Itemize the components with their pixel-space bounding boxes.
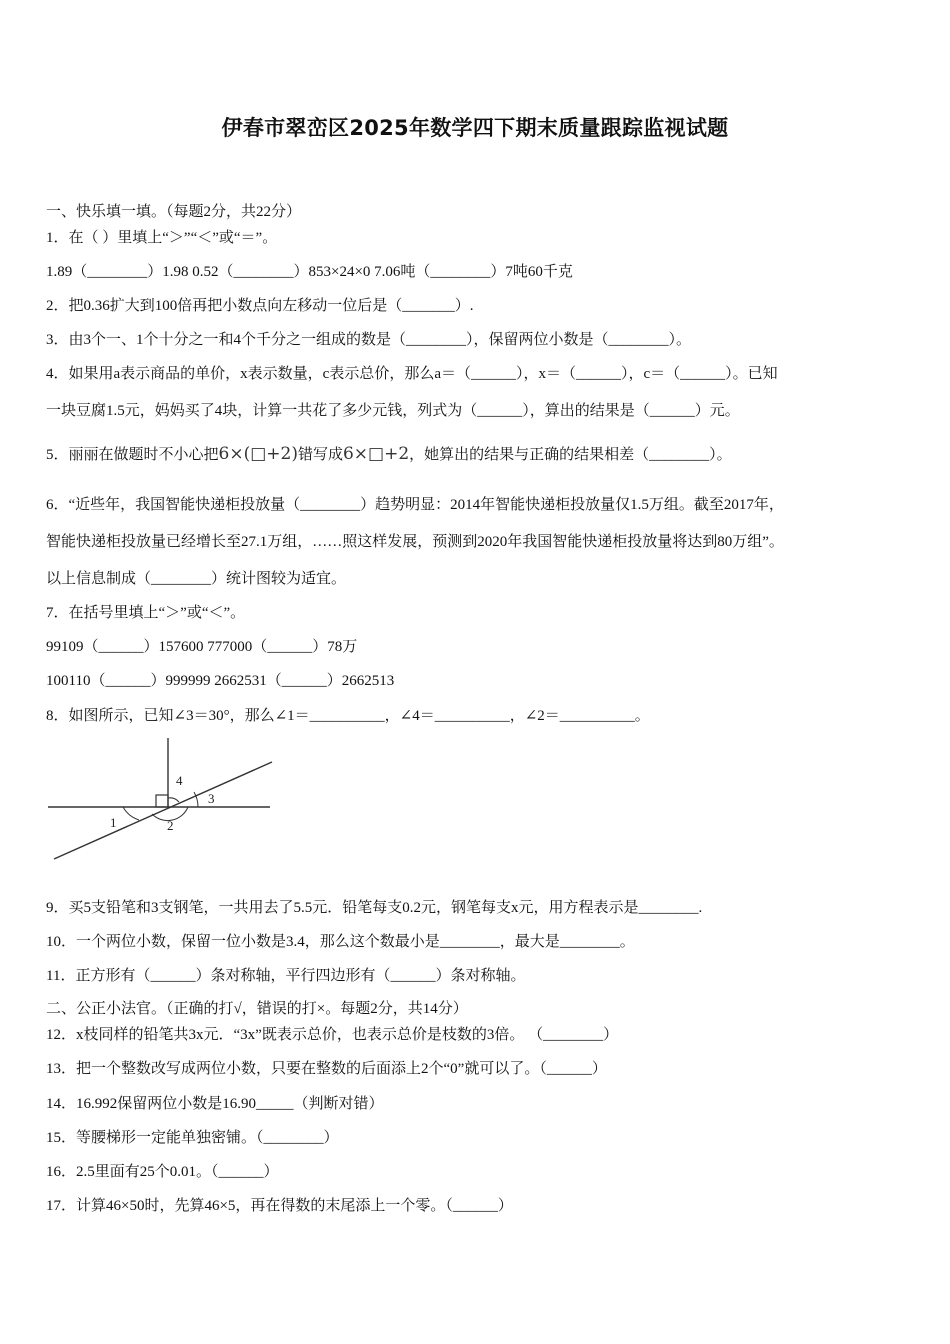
angle-1-arc [123, 807, 139, 820]
question-5-text-b: 错写成 [297, 447, 343, 463]
question-5 [46, 440, 910, 469]
page-title: 伊春市翠峦区2025年数学四下期末质量跟踪监视试题 [221, 116, 729, 140]
angle-figure [48, 732, 288, 866]
question-5-text-a: 5．丽丽在做题时不小心把 [46, 447, 219, 463]
right-angle-mark [156, 795, 168, 807]
question-15: 15．等腰梯形一定能单独密铺。（________） [46, 1130, 339, 1146]
question-10: 10．一个两位小数，保留一位小数是3.4，那么这个数最小是________，最大是________。 [46, 934, 635, 950]
question-13: 13．把一个整数改写成两位小数，只要在整数的后面添上2个“0”就可以了。（______） [46, 1061, 607, 1077]
question-6-line-3: 以上信息制成（________）统计图较为适宜。 [46, 571, 347, 587]
question-3: 3．由3个一、1个十分之一和4个千分之一组成的数是（________），保留两位小数是（________）。 [46, 332, 692, 348]
question-6-line-2: 智能快递柜投放量已经增长至27.1万组，……照这样发展，预测到2020年我国智能快递柜投放量将达到80万组”。 [46, 534, 784, 550]
slanted-line [54, 762, 272, 859]
question-5-wrong-expression: 6×□+2 [342, 444, 410, 464]
question-12: 12．x枝同样的铅笔共3x元．“3x”既表示总价，也表示总价是枝数的3倍。 （________） [46, 1027, 619, 1043]
angle-label-3: 3 [208, 791, 215, 806]
question-2: 2．把0.36扩大到100倍再把小数点向左移动一位后是（_______）. [46, 298, 474, 314]
angle-3-arc [194, 792, 198, 807]
question-17: 17．计算46×50时，先算46×5，再在得数的末尾添上一个零。（______） [46, 1198, 513, 1214]
angle-4-arc [168, 798, 179, 802]
question-9: 9．买5支铅笔和3支钢笔，一共用去了5.5元．铅笔每支0.2元，钢笔每支x元，用方程表示是________. [46, 900, 703, 916]
question-5-text-c: ，她算出的结果与正确的结果相差（________）。 [409, 447, 732, 463]
question-7-row-1: 99109（______）157600 777000（______）78万 [46, 639, 358, 655]
question-4-line-2: 一块豆腐1.5元，妈妈买了4块，计算一共花了多少元钱，列式为（______），算出的结果是（______）元。 [46, 403, 740, 419]
section-1-heading: 一、快乐填一填。（每题2分，共22分） [46, 204, 302, 220]
question-16: 16．2.5里面有25个0.01。（______） [46, 1164, 279, 1180]
question-6-line-1: 6．“近些年，我国智能快递柜投放量（________）趋势明显：2014年智能快递柜投放量仅1.5万组。截至2017年， [46, 497, 784, 513]
angle-label-4: 4 [176, 773, 183, 788]
question-1: 1．在（ ）里填上“＞”“＜”或“＝”。 [46, 230, 278, 246]
question-1-items: 1.89（________）1.98 0.52（________）853×24×0 7.06吨（________）7吨60千克 [46, 264, 573, 280]
question-14: 14．16.992保留两位小数是16.90_____（判断对错） [46, 1096, 384, 1112]
question-7: 7．在括号里填上“＞”或“＜”。 [46, 605, 246, 621]
question-7-row-2: 100110（______）999999 2662531（______）2662513 [46, 673, 395, 689]
question-4-line-1: 4．如果用a表示商品的单价，x表示数量，c表示总价，那么a＝（______），x＝（______），c＝（______）。已知 [46, 366, 778, 382]
question-5-correct-expression: 6×(□+2) [218, 444, 298, 464]
angle-label-2: 2 [167, 818, 174, 833]
question-11: 11．正方形有（______）条对称轴，平行四边形有（______）条对称轴。 [46, 968, 526, 984]
section-2-heading: 二、公正小法官。（正确的打√，错误的打×。每题2分，共14分） [46, 1001, 468, 1017]
question-8: 8．如图所示，已知∠3＝30°，那么∠1＝__________，∠4＝__________，∠2＝__________。 [46, 708, 650, 724]
angle-label-1: 1 [110, 815, 117, 830]
